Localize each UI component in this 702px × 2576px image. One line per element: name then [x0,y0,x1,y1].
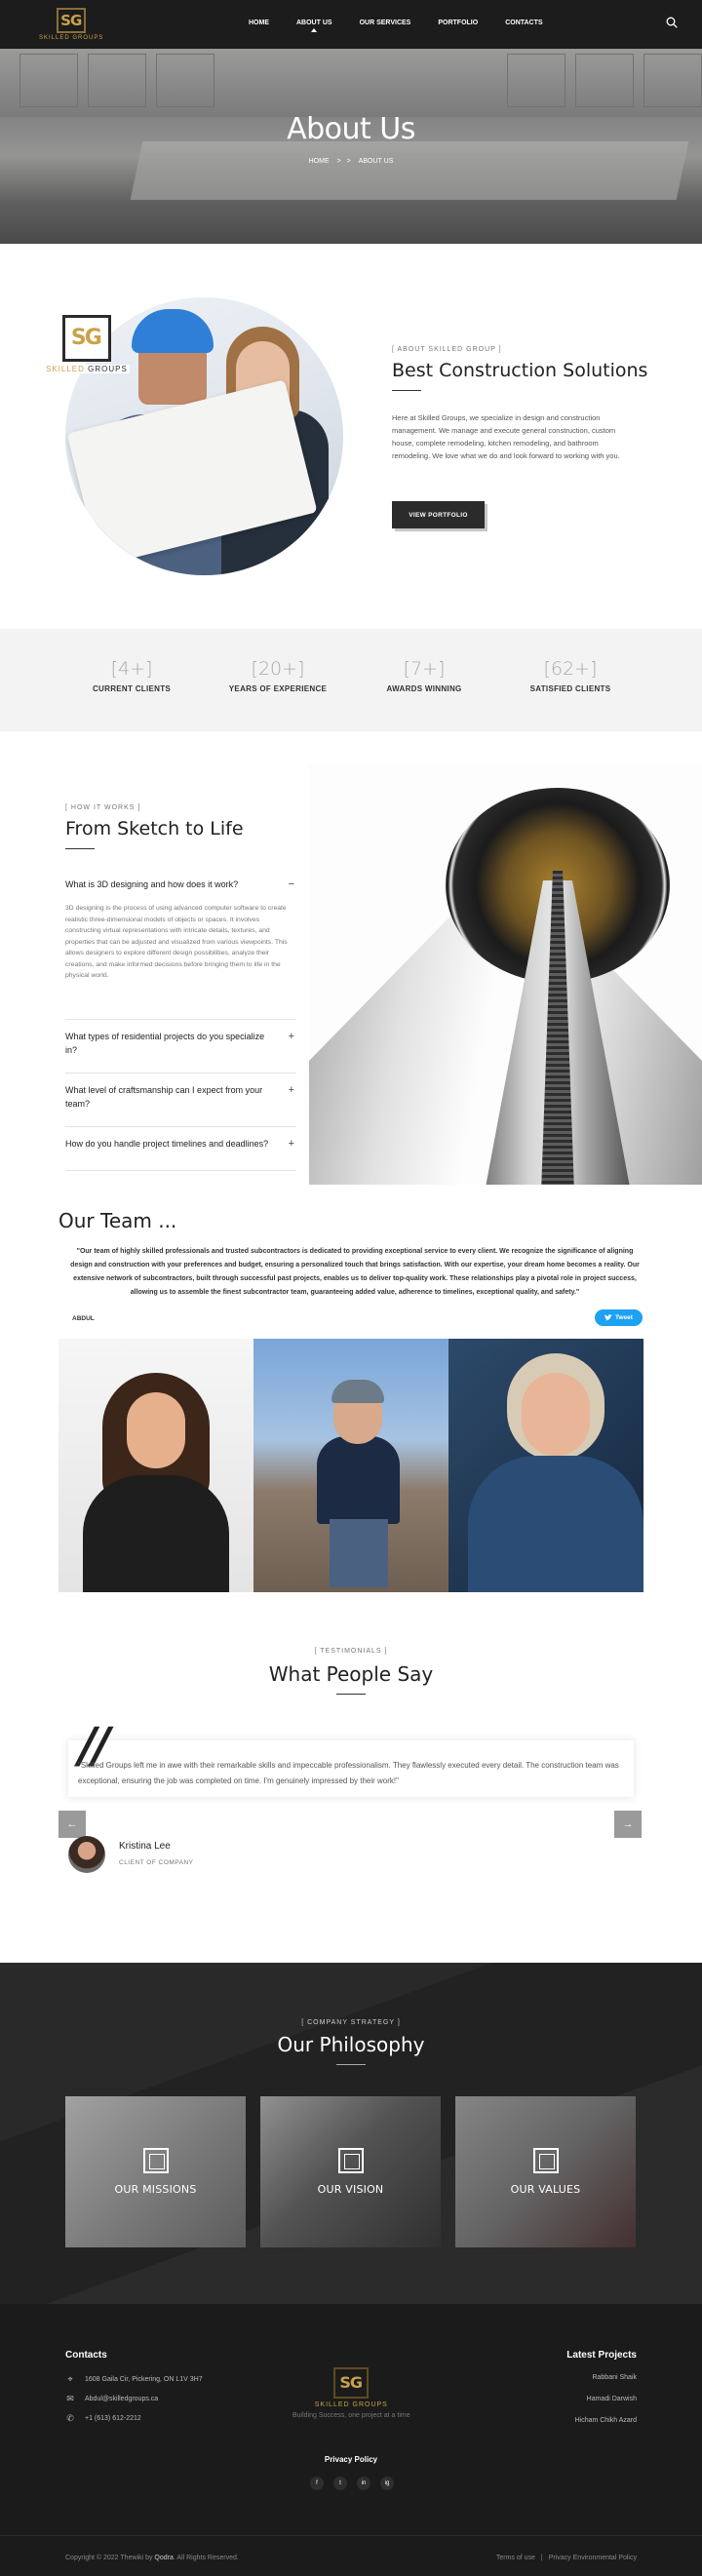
philosophy-title: Our Philosophy [277,2033,425,2056]
faq-item[interactable] [65,1137,296,1151]
privacy-policy-link[interactable]: Privacy Policy [324,2455,378,2464]
cube-icon [533,2148,559,2173]
testimonial-role: CLIENT OF COMPANY [119,1859,194,1866]
environmental-policy-link[interactable]: Privacy Environmental Policy [548,2555,637,2561]
nav-about-us[interactable]: ABOUT US [296,20,332,26]
faq-question[interactable]: What level of craftsmanship can I expect from your team? + [65,1084,294,1109]
nav-home[interactable]: HOME [249,20,269,26]
divider [65,848,95,849]
avatar [68,1836,105,1873]
stat-current-clients: [4+] CURRENT CLIENTS [92,658,172,693]
divider [392,390,421,391]
brand-logo[interactable] [39,8,103,41]
philosophy-card-values[interactable]: OUR VALUES [455,2096,636,2247]
logo-wordmark: SKILLED GROUPS [39,35,104,41]
page-title: About Us [287,112,415,146]
expand-icon[interactable]: + [288,1084,294,1096]
philosophy-card-vision[interactable]: OUR VISION [260,2096,441,2247]
breadcrumb-current: ABOUT US [358,158,394,165]
team-member-photo [254,1339,448,1592]
collapse-icon[interactable]: − [288,878,294,890]
testimonials-title: What People Say [268,1662,434,1686]
building-icon [338,2148,364,2173]
testimonials-tag: [ TESTIMONIALS ] [314,1648,388,1655]
contact-address: ⌖ 1608 Gaila Cir, Pickering, ON L1V 3H7 [65,2374,203,2384]
logo-mark: SG [57,8,86,33]
faq-question[interactable]: How do you handle project timelines and deadlines? + [65,1138,294,1150]
about-text: Here at Skilled Groups, we specialize in design and construction management. We manage and execute general construction, custom house, complete remodeling, kitchen remodeling, and bathroom remodeling. We love what we do and look forward to working with you. [392,413,620,460]
mail-icon: ✉ [66,2394,74,2403]
nav-our-services[interactable]: OUR SERVICES [359,20,411,26]
hero-banner [0,49,702,244]
how-title: From Sketch to Life [65,818,244,839]
next-arrow-button[interactable]: → [614,1811,642,1838]
project-link[interactable]: Hicham Chikh Azard [574,2417,637,2424]
view-portfolio-button[interactable]: VIEW PORTFOLIO [392,501,485,528]
team-quote-author: ABDUL [72,1315,95,1322]
stat-satisfied-clients: [62+] SATISFIED CLIENTS [529,658,611,693]
contact-phone[interactable]: ✆ +1 (613) 612-2212 [66,2413,141,2423]
twitter-icon [604,1314,612,1321]
footer-logo[interactable]: SG SKILLED GROUPS Building Success, one project at a time [292,2367,410,2419]
team-member-photo [58,1339,254,1592]
project-link[interactable]: Hamadi Darwish [586,2396,637,2402]
about-logo: SG SKILLED GROUPS [44,315,130,373]
latest-projects-heading: Latest Projects [566,2350,637,2361]
faq-question[interactable]: What is 3D designing and how does it work? − [65,878,294,890]
legal-links: Terms of use | Privacy Environmental Policy [495,2555,637,2561]
how-tag: [ HOW IT WORKS ] [65,804,141,811]
faq-item[interactable] [65,1030,296,1057]
blueprint-icon [143,2148,169,2173]
nav-portfolio[interactable]: PORTFOLIO [438,20,479,26]
nav-contacts[interactable]: CONTACTS [505,20,543,26]
instagram-icon[interactable]: ig [380,2477,394,2490]
contacts-heading: Contacts [65,2350,107,2361]
terms-link[interactable]: Terms of use [495,2555,535,2561]
prev-arrow-button[interactable]: ← [58,1811,86,1838]
team-member-photo [448,1339,644,1592]
stat-years-experience: [20+] YEARS OF EXPERIENCE [228,658,328,693]
faq-question[interactable]: What types of residential projects do you specialize in? + [65,1031,294,1055]
about-title: Best Construction Solutions [392,360,648,381]
faq-answer: 3D designing is the process of using advanced computer software to create realistic three-dimensional models of objects or spaces. It involves constructing virtual representations with intricate details, textures, and properties that can be adjusted and visualized from various viewpoints. This allows designers to explore different design possibilities, analyze their creations, and make informed decisions before bringing them to life in the physical world. [65,905,288,979]
team-quote: "Our team of highly skilled professionals and trusted subcontractors is dedicated to providing exceptional service to every client. We recognize the significance of aligning design and construction with your preferences and budget, ensuring a personalized touch that brings satisfaction. With our expertise, your dream home becomes a reality. Our extensive network of subcontractors, built through successful past projects, enables us to deliver top-quality work. These relationships play a pivotal role in project success, allowing us to assemble the finest subcontractor team, guaranteeing added value, adherence to timelines, exceptional quality, and safety." [70,1248,640,1296]
philosophy-card-missions[interactable]: OUR MISSIONS [65,2096,246,2247]
location-icon: ⌖ [67,2374,73,2384]
copyright-brand-link[interactable]: Qodra [154,2555,174,2561]
faq-item[interactable] [65,878,296,982]
about-tag: [ ABOUT SKILLED GROUP ] [392,346,502,353]
footer-tagline: Building Success, one project at a time [292,2412,410,2419]
phone-icon: ✆ [66,2413,74,2423]
testimonial-text: "Skilled Groups left me in awe with their remarkable skills and impeccable professionalism. They flawlessly executed every detail. The construction team was exceptional, ensuring the job was completed on time. I'm genuinely impressed by their work!" [78,1761,619,1785]
copyright: Copyright © 2022 Thewiki by Qodra. All Rights Reserved. [65,2555,239,2561]
stats-section [0,629,702,731]
philosophy-tag: [ COMPANY STRATEGY ] [301,2019,401,2026]
breadcrumb: HOME > > ABOUT US [308,158,394,165]
expand-icon[interactable]: + [288,1031,294,1042]
team-title: Our Team ... [58,1209,177,1232]
tweet-button[interactable]: Tweet [595,1309,643,1326]
testimonial-name: Kristina Lee [119,1841,171,1852]
contact-email[interactable]: ✉ Abdul@skilledgroups.ca [66,2394,159,2403]
divider [336,1694,366,1695]
expand-icon[interactable]: + [288,1138,294,1150]
nav-menu [249,20,570,26]
divider [336,2064,366,2065]
faq-item[interactable] [65,1083,296,1111]
twitter-icon[interactable]: t [333,2477,347,2490]
tower-image [309,763,702,1185]
top-navigation [0,0,702,49]
social-links [310,2477,394,2490]
project-link[interactable]: Rabbani Shaik [592,2374,637,2381]
breadcrumb-home[interactable]: HOME [308,158,330,165]
facebook-icon[interactable]: f [310,2477,324,2490]
stat-awards: [7+] AWARDS WINNING [386,658,462,693]
search-icon[interactable] [666,17,678,28]
linkedin-icon[interactable]: in [357,2477,370,2490]
quote-icon: // [78,1716,106,1774]
